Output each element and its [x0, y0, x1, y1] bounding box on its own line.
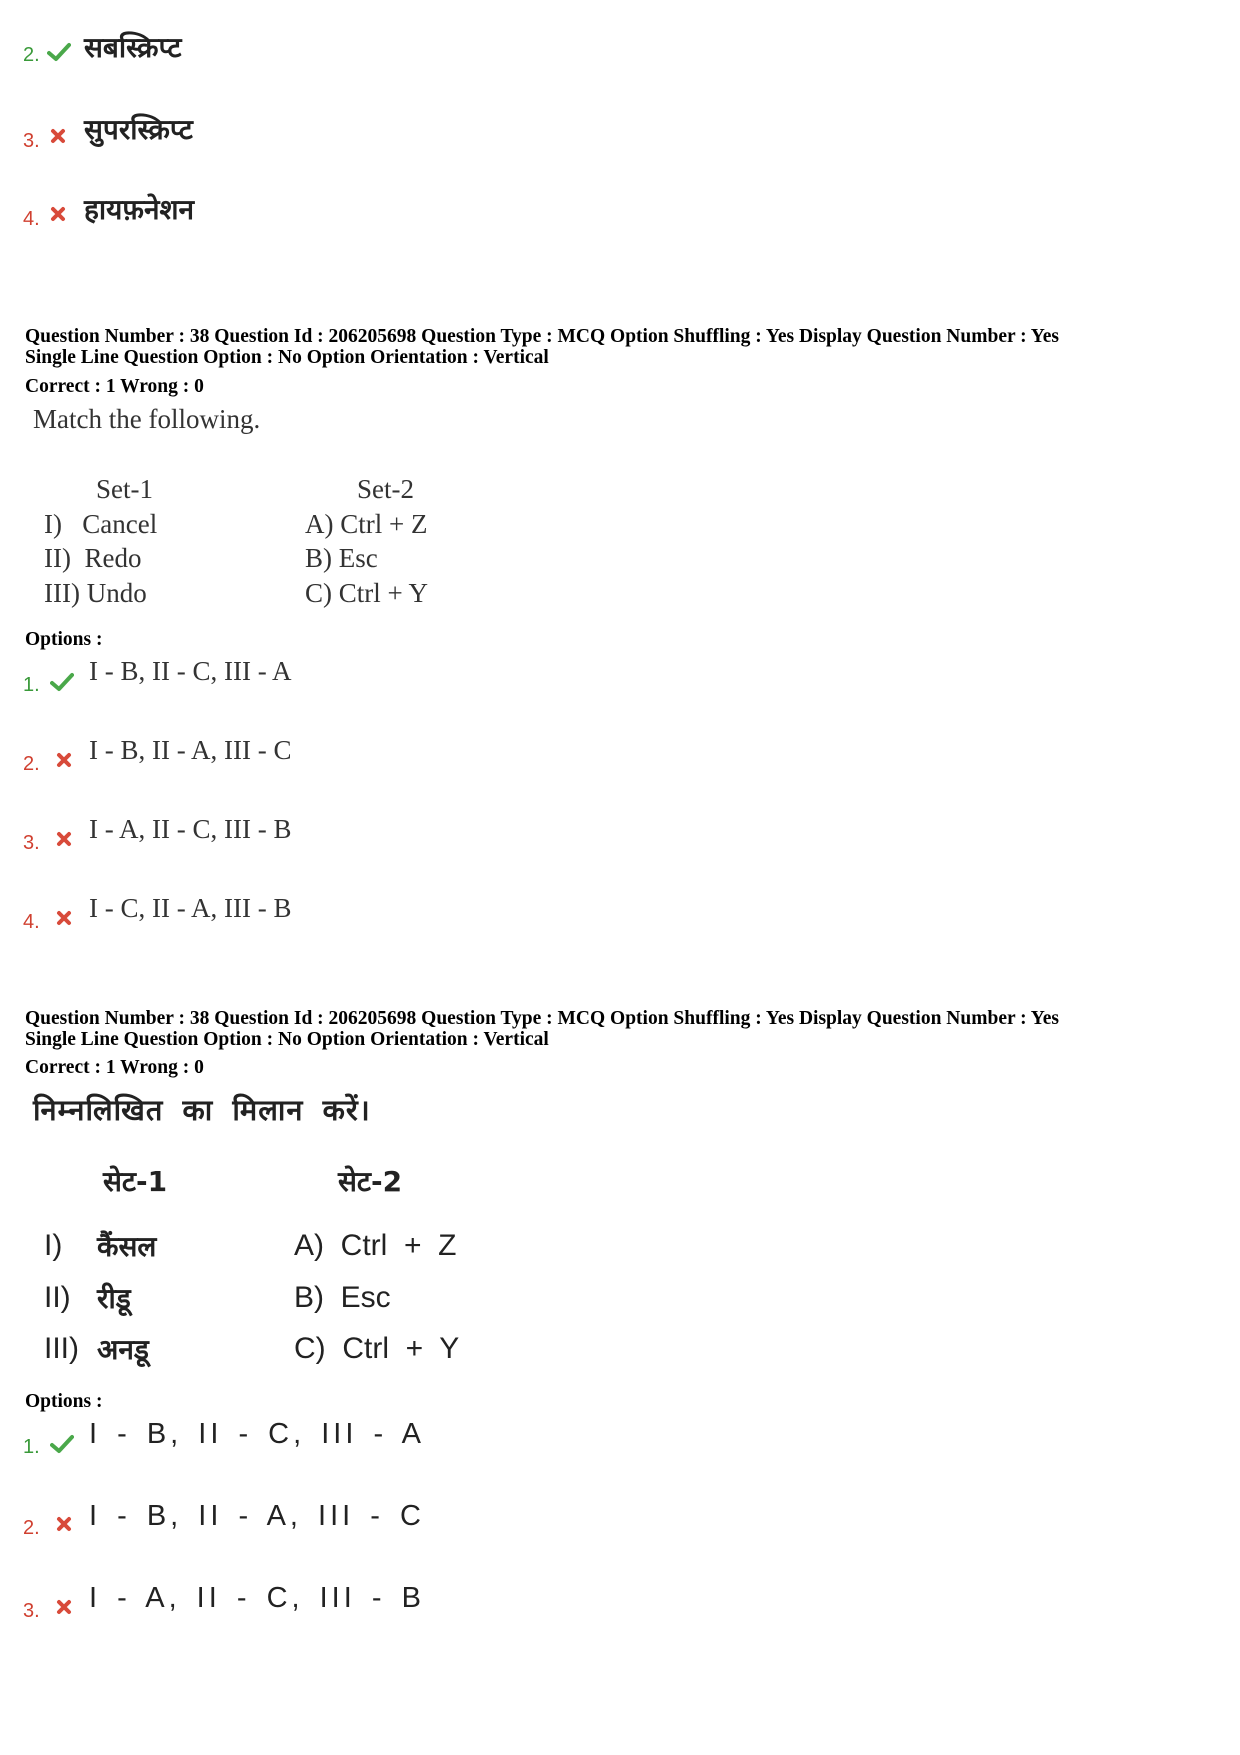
option-text: I - B, II - A, III - C: [89, 1500, 425, 1532]
set-1-header: सेट-1: [103, 1165, 168, 1198]
question-prompt: Match the following.: [33, 404, 261, 434]
question-meta-line-1: Question Number : 38 Question Id : 206205698 Question Type : MCQ Option Shuffling : Yes Display Question Number : Yes: [25, 326, 1059, 347]
set-2-item: C) Ctrl + Y: [305, 578, 428, 608]
cross-icon: [56, 831, 72, 847]
set-2-item: C) Ctrl + Y: [294, 1332, 460, 1365]
set-2-item: A) Ctrl + Z: [305, 509, 428, 539]
question-score-line: Correct : 1 Wrong : 0: [25, 376, 204, 397]
set-1-numeral: II): [44, 1281, 71, 1314]
option-text: I - C, II - A, III - B: [89, 893, 292, 923]
option-number: 3.: [23, 832, 40, 854]
set-2-item: A) Ctrl + Z: [294, 1229, 457, 1262]
cross-icon: [56, 1516, 72, 1532]
option-text: I - B, II - A, III - C: [89, 735, 292, 765]
set-1-header: Set-1: [96, 474, 153, 504]
option-number: 1.: [23, 1436, 40, 1458]
set-2-header: सेट-2: [338, 1165, 403, 1198]
option-text: I - B, II - C, III - A: [89, 656, 292, 686]
set-1-item: रीडू: [97, 1282, 131, 1315]
question-prompt: निम्नलिखित का मिलान करें।: [33, 1093, 371, 1127]
question-score-line: Correct : 1 Wrong : 0: [25, 1057, 204, 1078]
check-icon: [47, 42, 71, 62]
cross-icon: [56, 752, 72, 768]
set-2-item: B) Esc: [305, 543, 378, 573]
option-number: 3.: [23, 130, 40, 152]
cross-icon: [56, 1599, 72, 1615]
option-number: 2.: [23, 753, 40, 775]
option-number: 4.: [23, 911, 40, 933]
set-1-numeral: I): [44, 1229, 63, 1262]
question-meta-line-2: Single Line Question Option : No Option Orientation : Vertical: [25, 347, 549, 368]
option-text: I - A, II - C, III - B: [89, 1582, 425, 1614]
set-1-item: III) Undo: [44, 578, 147, 608]
option-text: I - B, II - C, III - A: [89, 1418, 425, 1450]
set-1-item: II) Redo: [44, 543, 142, 573]
question-meta-line-2: Single Line Question Option : No Option Orientation : Vertical: [25, 1029, 549, 1050]
option-text: सुपरस्क्रिप्ट: [84, 113, 193, 146]
option-text: I - A, II - C, III - B: [89, 814, 292, 844]
check-icon: [50, 1434, 74, 1454]
options-label: Options :: [25, 1391, 103, 1412]
set-1-numeral: III): [44, 1332, 79, 1365]
check-icon: [50, 672, 74, 692]
option-number: 4.: [23, 208, 40, 230]
set-2-header: Set-2: [357, 474, 414, 504]
option-number: 3.: [23, 1600, 40, 1622]
option-number: 1.: [23, 674, 40, 696]
set-1-item: कैंसल: [97, 1230, 157, 1263]
cross-icon: [50, 206, 66, 222]
set-1-item: अनडू: [97, 1333, 149, 1366]
set-1-item: I) Cancel: [44, 509, 158, 539]
cross-icon: [56, 910, 72, 926]
set-2-item: B) Esc: [294, 1281, 391, 1314]
option-number: 2.: [23, 44, 40, 66]
cross-icon: [50, 128, 66, 144]
option-text: सबस्क्रिप्ट: [84, 31, 182, 64]
question-meta-line-1: Question Number : 38 Question Id : 206205698 Question Type : MCQ Option Shuffling : Yes Display Question Number : Yes: [25, 1008, 1059, 1029]
option-text: हायफ़नेशन: [84, 193, 195, 226]
option-number: 2.: [23, 1517, 40, 1539]
options-label: Options :: [25, 629, 103, 650]
